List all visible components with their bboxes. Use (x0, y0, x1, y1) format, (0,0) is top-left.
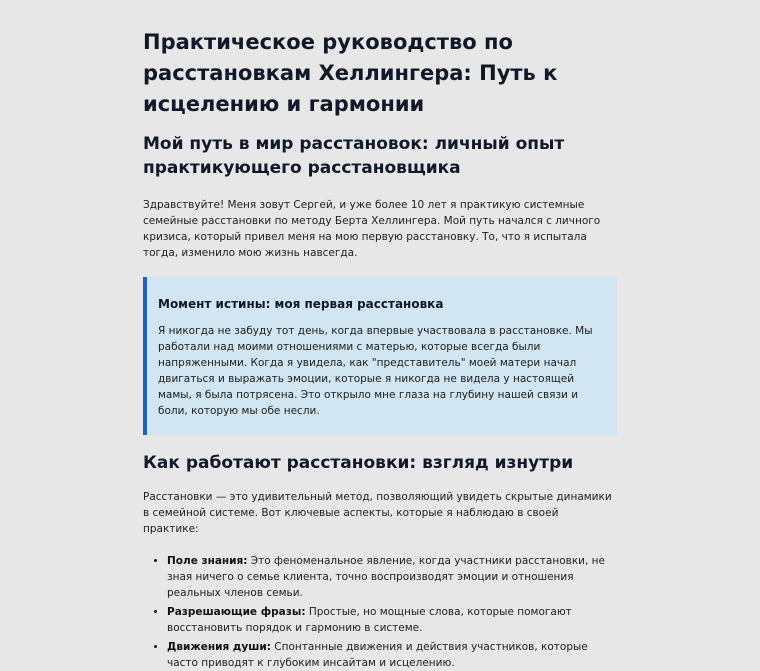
list-item-term: Поле знания: (167, 555, 248, 567)
page-title: Практическое руководство по расстановкам Хеллингера: Путь к исцелению и гармонии (143, 30, 558, 116)
intro-paragraph: Здравствуйте! Меня зовут Сергей, и уже более 10 лет я практикую системные семейные расстановки по методу Берта Хеллингера. Мой путь начался с личного кризиса, который привел меня на мою первую расстановку. То, что я испытала тогда, изменило мою жизнь навсегда. (143, 199, 601, 259)
article (143, 0, 617, 671)
aspects-list (143, 553, 617, 671)
list-item (167, 639, 617, 671)
list-item-text: Спонтанные движения и действия участников, которые часто приводят к глубоким инсайтам и исцелению. (167, 641, 588, 669)
callout-box (143, 277, 617, 435)
list-item (167, 604, 617, 636)
section-paragraph: Расстановки — это удивительный метод, позволяющий увидеть скрытые динамики в семейной системе. Вот ключевые аспекты, которые я наблюдаю в своей практике: (143, 491, 612, 535)
callout-text: Я никогда не забуду тот день, когда впервые участвовала в расстановке. Мы работали над моими отношениями с матерью, которые всегда были напряженными. Когда я увидела, как "представитель" моей матери начал двигаться и выражать эмоции, которые я никогда не видела у настоящей мамы, я была потрясена. Это открыло мне глаза на глубину нашей связи и боли, которую мы обе несли. (158, 325, 593, 417)
section-heading-how-it-works: Как работают расстановки: взгляд изнутри (143, 453, 574, 473)
list-item-text: Это феноменальное явление, когда участники расстановки, не зная ничего о семье клиента, точно воспроизводят эмоции и отношения реальных членов семьи. (167, 555, 605, 599)
callout-heading: Момент истины: моя первая расстановка (158, 297, 444, 311)
list-item-term: Движения души: (167, 641, 271, 653)
list-item-term: Разрешающие фразы: (167, 606, 306, 618)
list-item (167, 553, 617, 601)
list-item-text: Простые, но мощные слова, которые помогают восстановить порядок и гармонию в системе. (167, 606, 572, 634)
section-how-it-works (143, 451, 617, 671)
section-heading-my-path: Мой путь в мир расстановок: личный опыт практикующего расстановщика (143, 134, 565, 178)
